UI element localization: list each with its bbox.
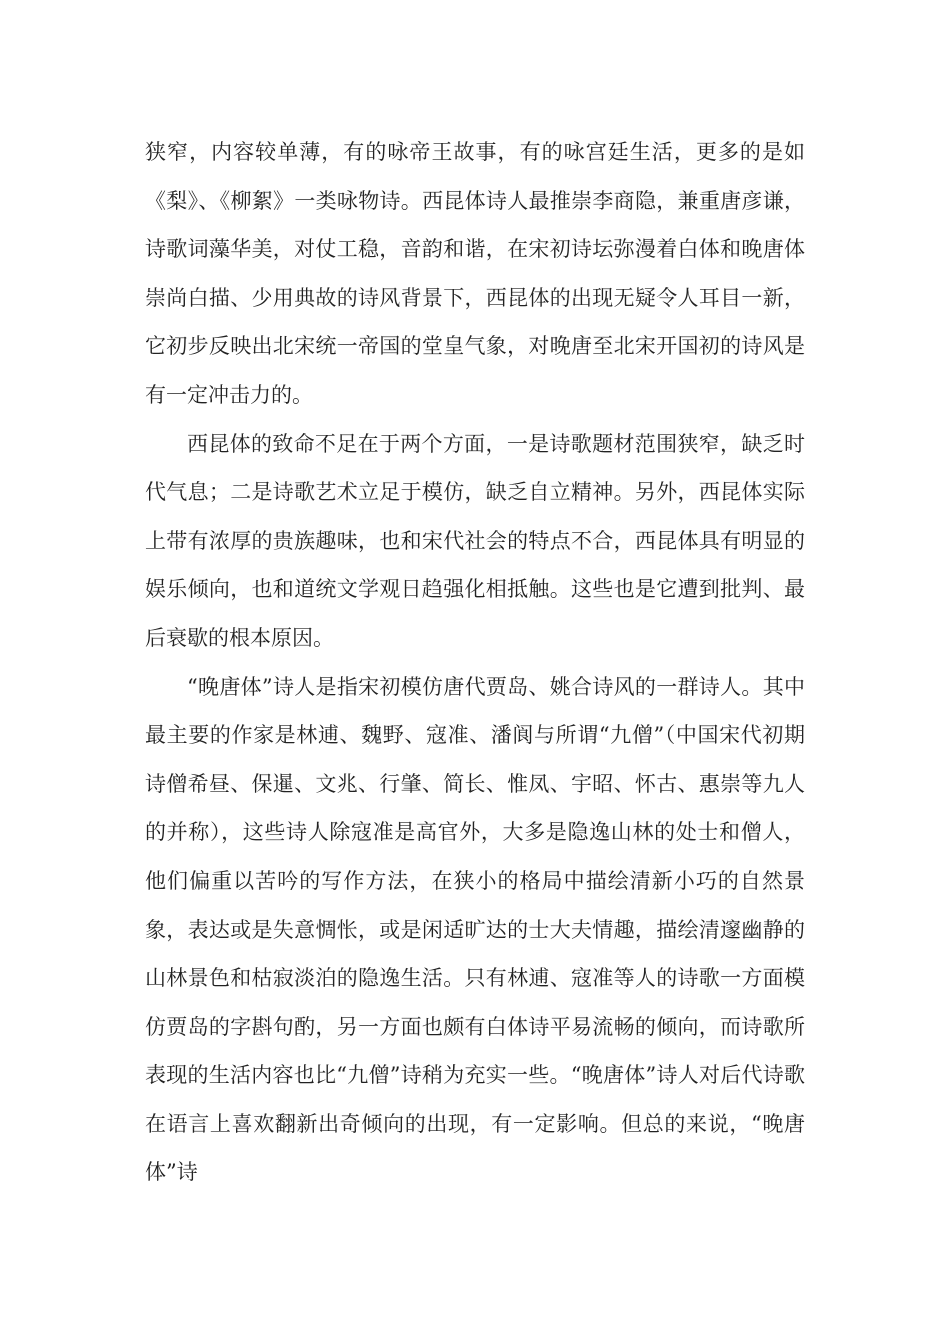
- document-body: [145, 128, 805, 1197]
- paragraph-1: 狭窄，内容较单薄，有的咏帝王故事，有的咏宫廷生活，更多的是如《梨》、《柳絮》一类咏物诗。西昆体诗人最推崇李商隐，兼重唐彦谦，诗歌词藻华美，对仗工稳，音韵和谐，在宋初诗坛弥漫着白体和晚唐体崇尚白描、少用典故的诗风背景下，西昆体的出现无疑令人耳目一新，它初步反映出北宋统一帝国的堂皇气象，对晚唐至北宋开国初的诗风是有一定冲击力的。: [145, 140, 805, 407]
- paragraph-2: 西昆体的致命不足在于两个方面，一是诗歌题材范围狭窄，缺乏时代气息；二是诗歌艺术立足于模仿，缺乏自立精神。另外，西昆体实际上带有浓厚的贵族趣味，也和宋代社会的特点不合，西昆体具有明显的娱乐倾向，也和道统文学观日趋强化相抵触。这些也是它遭到批判、最后衰歇的根本原因。: [145, 431, 805, 650]
- paragraph-3: “晚唐体”诗人是指宋初模仿唐代贾岛、姚合诗风的一群诗人。其中最主要的作家是林逋、魏野、寇准、潘阆与所谓“九僧”（中国宋代初期诗僧希昼、保暹、文兆、行肇、简长、惟凤、宇昭、怀古、惠崇等九人的并称），这些诗人除寇准是高官外，大多是隐逸山林的处士和僧人，他们偏重以苦吟的写作方法，在狭小的格局中描绘清新小巧的自然景象，表达或是失意惆怅，或是闲适旷达的士大夫情趣，描绘清邃幽静的山林景色和枯寂淡泊的隐逸生活。只有林逋、寇准等人的诗歌一方面模仿贾岛的字斟句酌，另一方面也颇有白体诗平易流畅的倾向，而诗歌所表现的生活内容也比“九僧”诗稍为充实一些。“晚唐体”诗人对后代诗歌在语言上喜欢翻新出奇倾向的出现，有一定影响。但总的来说，“晚唐体”诗: [145, 674, 805, 1185]
